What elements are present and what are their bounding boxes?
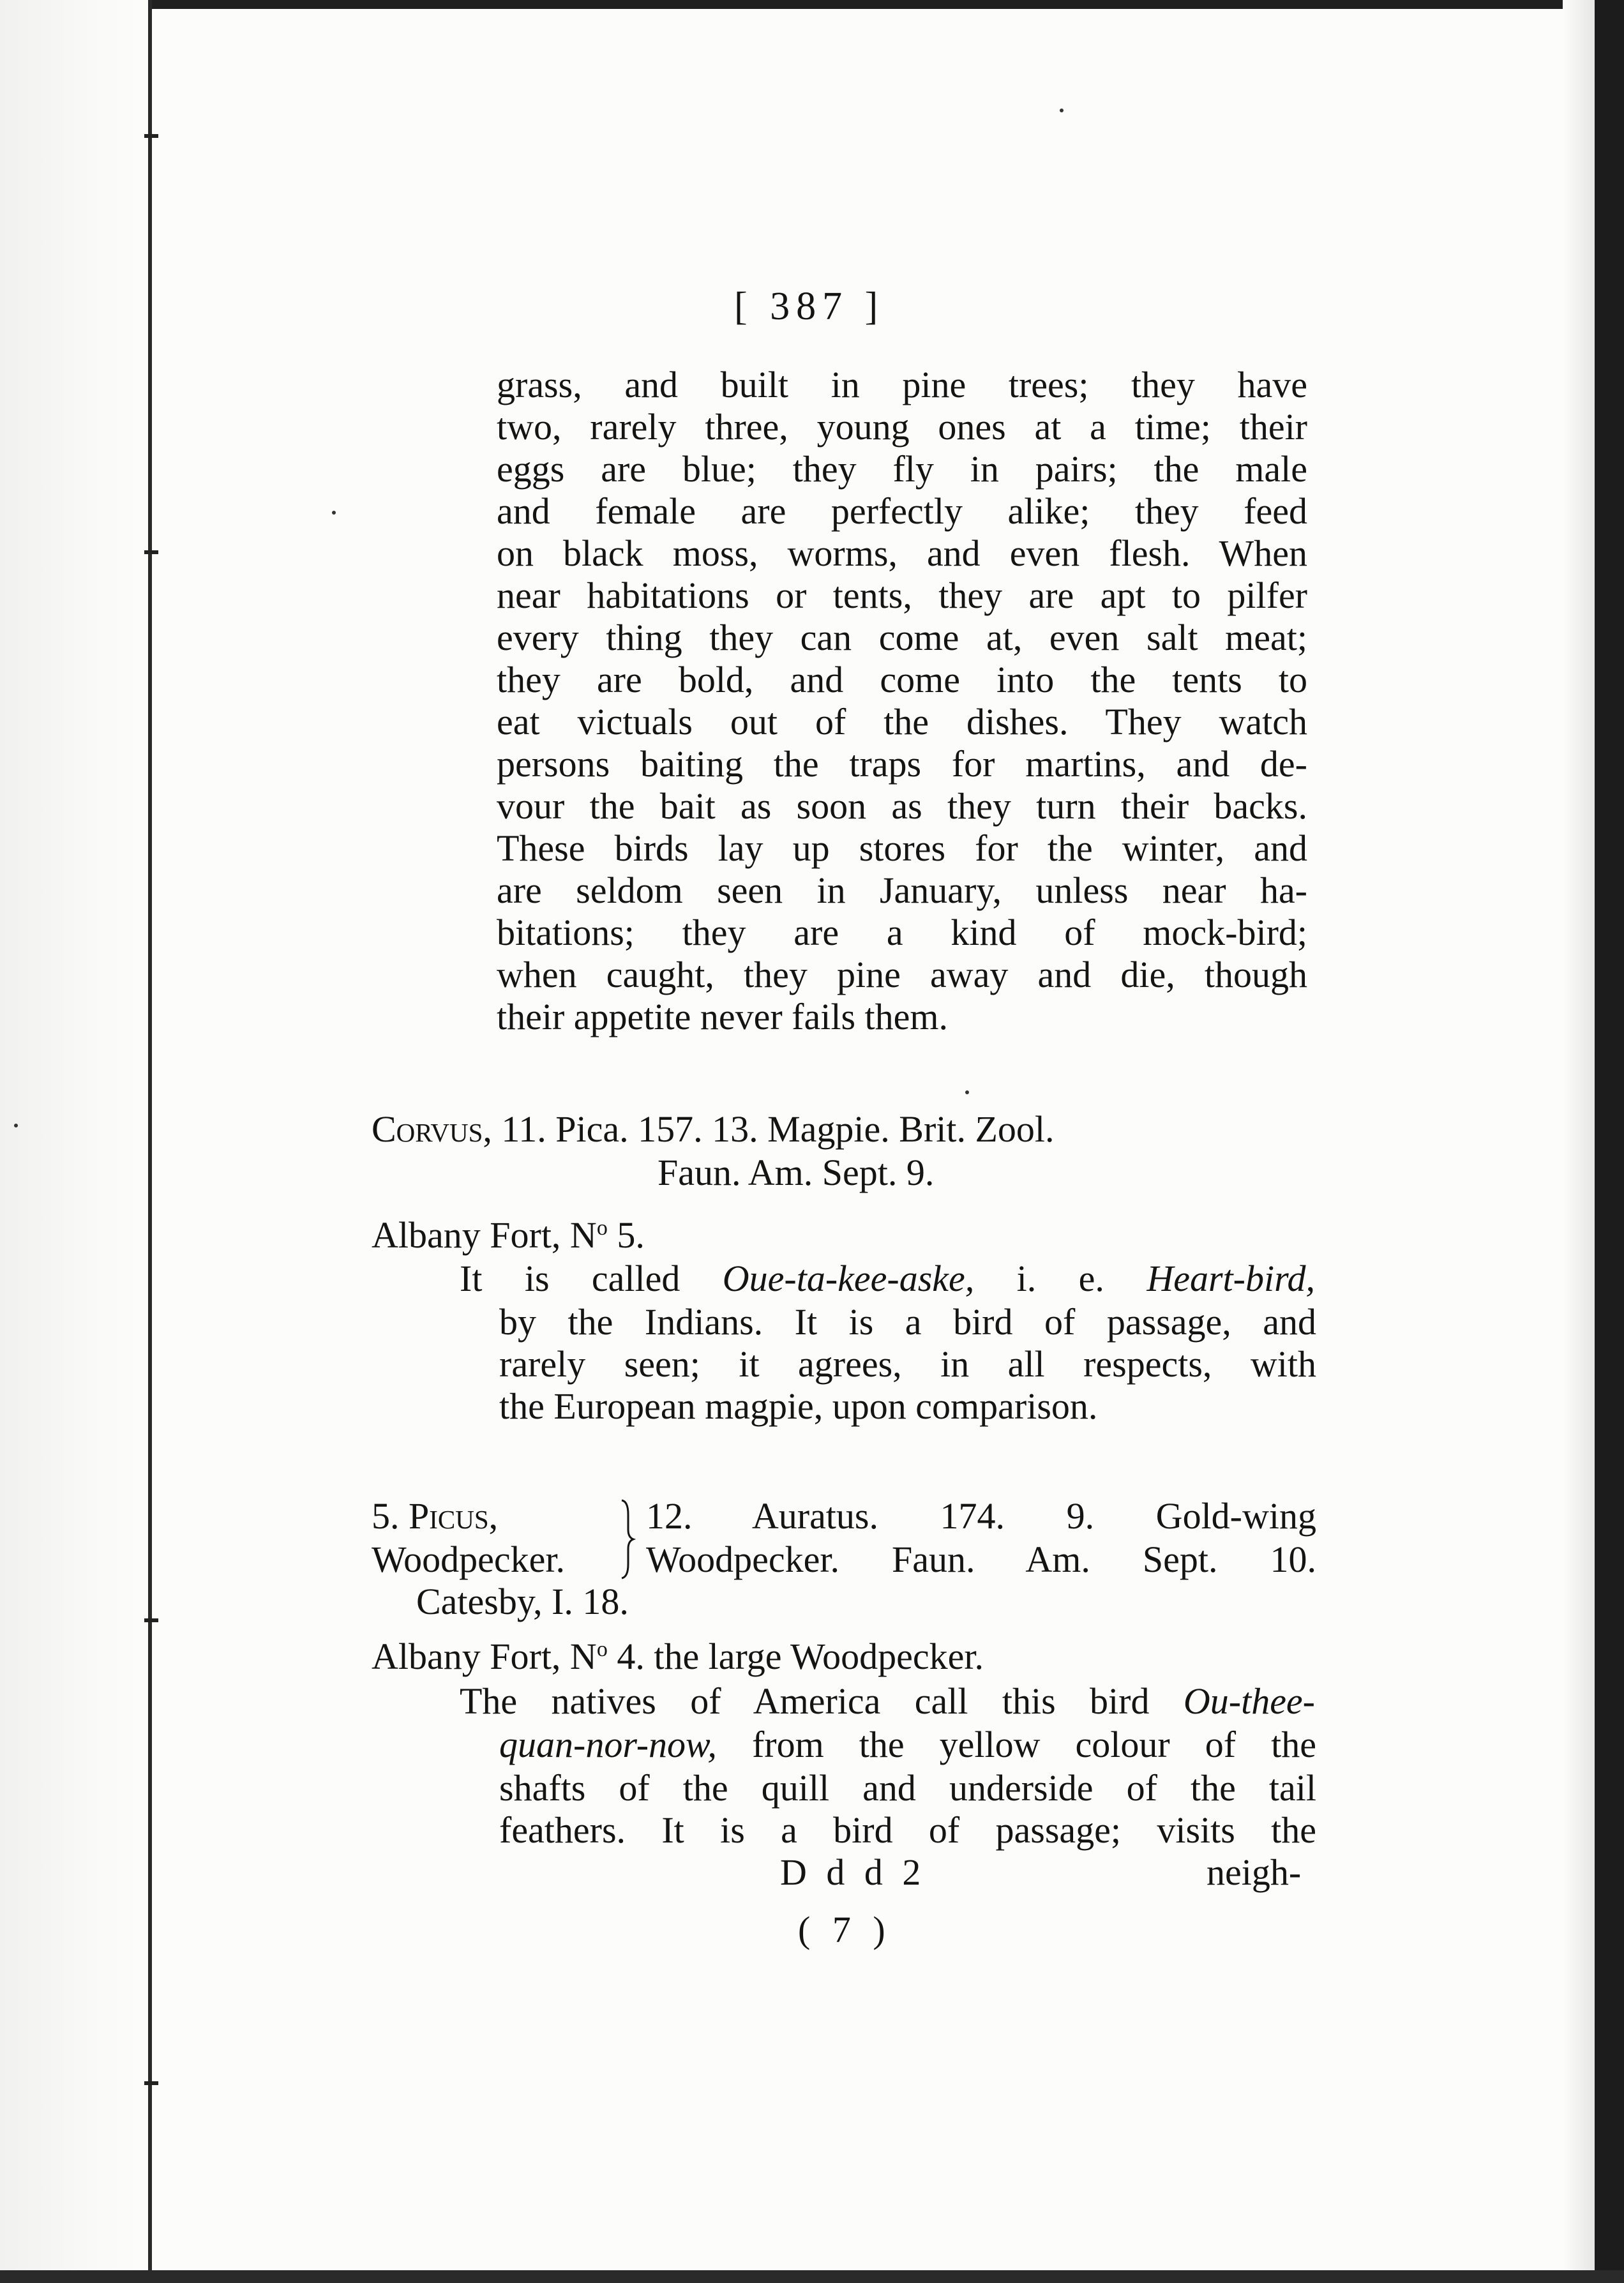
speck bbox=[332, 511, 336, 515]
paragraph-1-line: vour the bait as soon as they turn their backs. bbox=[497, 785, 1307, 827]
native-name: quan-nor-now, bbox=[499, 1724, 717, 1765]
paragraph-1-line: eat victuals out of the dishes. They watch bbox=[497, 701, 1307, 742]
picus-description-line-1: The natives of America call this bird Ou-thee- bbox=[460, 1680, 1315, 1722]
picus-description-line: shafts of the quill and underside of the tail bbox=[499, 1767, 1316, 1809]
signature-mark: D d d 2 bbox=[780, 1851, 926, 1893]
corvus-citation-line-1 bbox=[372, 1108, 1309, 1150]
speck bbox=[1060, 109, 1064, 112]
picus-citation-line-2: Woodpecker. Faun. Am. Sept. 10. bbox=[646, 1539, 1316, 1580]
speck bbox=[14, 1124, 18, 1127]
picus-locality: Albany Fort, $N^o$ 4. the large Woodpecker. bbox=[372, 1636, 984, 1677]
scan-edge-top bbox=[0, 0, 1624, 9]
paragraph-1-line: on black moss, worms, and even flesh. When bbox=[497, 532, 1307, 574]
binding-gutter-line bbox=[148, 0, 152, 2283]
paragraph-1-line: they are bold, and come into the tents to bbox=[497, 659, 1307, 700]
picus-description-line-2: quan-nor-now, from the yellow colour of the bbox=[499, 1724, 1316, 1765]
page-number: ( 7 ) bbox=[798, 1909, 892, 1950]
brace-glyph bbox=[618, 1498, 637, 1581]
scan-edge-left bbox=[0, 0, 148, 2283]
gutter-mark bbox=[144, 2081, 158, 2085]
gutter-mark bbox=[144, 1618, 158, 1622]
gutter-mark bbox=[144, 550, 158, 554]
catchword: neigh- bbox=[1207, 1851, 1302, 1893]
corvus-citation-line-2: Faun. Am. Sept. 9. bbox=[658, 1152, 935, 1193]
picus-genus-line: 5. Picus, bbox=[372, 1495, 499, 1537]
picus-citation-line-3: Catesby, I. 18. bbox=[416, 1581, 629, 1622]
paragraph-1-line: These birds lay up stores for the winter, and bbox=[497, 827, 1307, 869]
translated-name: Heart-bird, bbox=[1147, 1258, 1315, 1299]
paragraph-1-line: bitations; they are a kind of mock-bird; bbox=[497, 912, 1307, 953]
paragraph-1-line: grass, and built in pine trees; they have bbox=[497, 364, 1307, 405]
paragraph-1-line: their appetite never fails them. bbox=[497, 996, 948, 1037]
corvus-description-line: the European magpie, upon comparison. bbox=[499, 1385, 1098, 1427]
picus-citation-line-1: 12. Auratus. 174. 9. Gold-wing bbox=[646, 1495, 1316, 1537]
picus-description-line: feathers. It is a bird of passage; visits the bbox=[499, 1809, 1316, 1851]
corvus-description-line: rarely seen; it agrees, in all respects, with bbox=[499, 1343, 1316, 1385]
paragraph-1-line: persons baiting the traps for martins, and de- bbox=[497, 743, 1307, 785]
native-name: Ou-thee- bbox=[1183, 1680, 1315, 1722]
genus-name: Corvus, bbox=[372, 1108, 492, 1150]
paragraph-1-line: every thing they can come at, even salt meat; bbox=[497, 617, 1307, 658]
scan-edge-bottom bbox=[0, 2270, 1624, 2283]
picus-common-name: Woodpecker. bbox=[372, 1539, 565, 1580]
citation-text: 11. Pica. 157. 13. Magpie. Brit. Zool. bbox=[501, 1108, 1055, 1150]
native-name: Oue-ta-kee-aske, bbox=[722, 1258, 975, 1299]
corvus-description-line-1: It is called Oue-ta-kee-aske, i. e. Heart-bird, bbox=[460, 1258, 1315, 1299]
speck bbox=[965, 1090, 969, 1094]
scan-edge-right bbox=[1595, 0, 1624, 2283]
paragraph-1-line: when caught, they pine away and die, though bbox=[497, 954, 1307, 995]
paragraph-1-line: are seldom seen in January, unless near ha- bbox=[497, 870, 1307, 911]
page-header: [ 387 ] bbox=[734, 285, 885, 328]
scan-edge-right-shade bbox=[1563, 0, 1595, 2283]
gutter-mark bbox=[144, 134, 158, 138]
paragraph-1-line: and female are perfectly alike; they feed bbox=[497, 490, 1307, 532]
paragraph-1-line: two, rarely three, young ones at a time; their bbox=[497, 406, 1307, 448]
corvus-locality: Albany Fort, $N^o$ 5. bbox=[372, 1214, 645, 1256]
paragraph-1-line: eggs are blue; they fly in pairs; the male bbox=[497, 448, 1307, 490]
corvus-description-line: by the Indians. It is a bird of passage, and bbox=[499, 1301, 1316, 1343]
paragraph-1-line: near habitations or tents, they are apt to pilfer bbox=[497, 575, 1307, 616]
